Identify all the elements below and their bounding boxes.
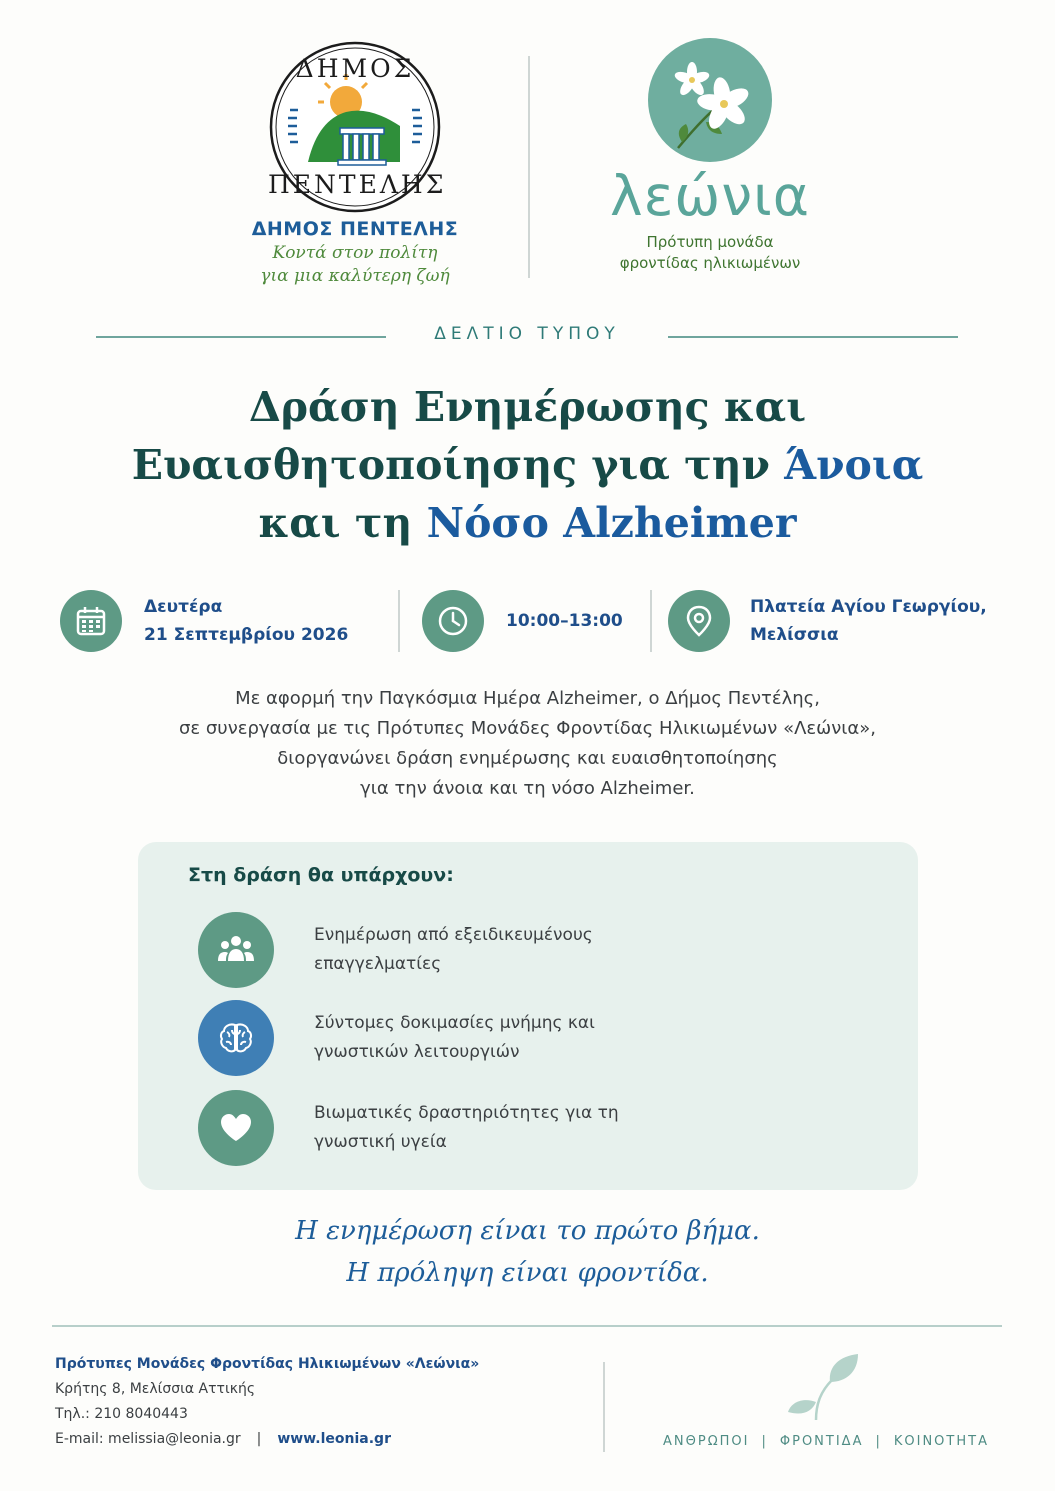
brand-name: λεώνια: [610, 164, 810, 228]
seal-top-text: ΔΗΜΟΣ: [295, 54, 415, 83]
leaf-icon: [782, 1350, 862, 1422]
leonia-logo: [580, 38, 840, 274]
event-date: [60, 590, 348, 652]
seal-bottom-text: ΠΕΝΤΕΛΗΣ: [268, 170, 447, 199]
title-line2-text: Ευαισθητοποίησης για την: [131, 441, 785, 489]
municipality-slogan: [205, 242, 505, 288]
value-care: ΦΡΟΝΤΙΔΑ: [779, 1434, 864, 1449]
activity-line2: γνωστικών λειτουργιών: [314, 1042, 520, 1062]
activity-line1: Σύντομες δοκιμασίες μνήμης και: [314, 1013, 595, 1033]
value-separator: |: [875, 1434, 882, 1449]
footer-values: [640, 1434, 1012, 1449]
flower-icon: [648, 38, 772, 162]
activity-item: [198, 1000, 674, 1076]
intro-line2: σε συνεργασία με τις Πρότυπες Μονάδες Φροντίδας Ηλικιωμένων «Λεώνια»,: [179, 718, 876, 739]
title-line3: [40, 494, 1015, 552]
municipality-logo: [205, 40, 505, 288]
location-pin-icon: [668, 590, 730, 652]
event-location-text: [750, 593, 987, 649]
closing-slogan: [60, 1210, 995, 1294]
press-release-label: ΔΕΛΤΙΟ ΤΥΠΟΥ: [434, 324, 620, 344]
title-line3-text: και τη: [258, 499, 427, 547]
value-community: ΚΟΙΝΟΤΗΤΑ: [893, 1434, 989, 1449]
brain-icon: [198, 1000, 274, 1076]
press-rule-left: [96, 336, 386, 338]
event-full-date: 21 Σεπτεμβρίου 2026: [144, 625, 349, 645]
activity-text: [314, 921, 674, 979]
value-people: ΑΝΘΡΩΠΟΙ: [663, 1434, 750, 1449]
heart-icon: [198, 1090, 274, 1166]
slogan-line1: Η ενημέρωση είναι το πρώτο βήμα.: [295, 1216, 760, 1246]
footer-contact: [55, 1352, 479, 1452]
info-separator: [650, 590, 652, 652]
intro-line4: για την άνοια και τη νόσο Alzheimer.: [360, 778, 695, 799]
title-line3-accent: Νόσο Alzheimer: [426, 499, 797, 547]
activity-line1: Ενημέρωση από εξειδικευμένους: [314, 925, 593, 945]
brand-tagline-line1: Πρότυπη μονάδα: [646, 233, 774, 251]
event-time: [422, 590, 623, 652]
activity-text: [314, 1009, 674, 1067]
activity-line2: επαγγελματίες: [314, 954, 442, 974]
activity-item: [198, 912, 674, 988]
title-line2: [40, 436, 1015, 494]
intro-line1: Με αφορμή την Παγκόσμια Ημέρα Alzheimer, ο Δήμος Πεντέλης,: [235, 688, 820, 709]
event-location-line2: Μελίσσια: [750, 625, 839, 645]
municipality-seal: [268, 40, 447, 214]
info-separator: [398, 590, 400, 652]
footer-phone: Τηλ.: 210 8040443: [55, 1406, 188, 1422]
footer-address: Κρήτης 8, Μελίσσια Αττικής: [55, 1381, 256, 1397]
footer-separator: |: [256, 1431, 262, 1447]
footer-rule: [52, 1325, 1002, 1327]
clock-icon: [422, 590, 484, 652]
value-separator: |: [761, 1434, 768, 1449]
brand-tagline: [580, 232, 840, 274]
slogan-line2: Η πρόληψη είναι φροντίδα.: [346, 1258, 709, 1288]
event-time-text: 10:00–13:00: [506, 611, 623, 631]
intro-line3: διοργανώνει δράση ενημέρωσης και ευαισθητοποίησης: [277, 748, 778, 769]
municipality-name: ΔΗΜΟΣ ΠΕΝΤΕΛΗΣ: [251, 218, 459, 240]
municipality-slogan-line1: Κοντά στον πολίτη: [272, 243, 438, 263]
activity-text: [314, 1099, 674, 1157]
header-divider: [528, 56, 530, 278]
title-line1: Δράση Ενημέρωσης και: [248, 383, 807, 431]
title-line2-accent: Άνοια: [784, 441, 924, 489]
footer-email-row: [55, 1427, 479, 1452]
activities-panel: [138, 842, 918, 1190]
event-day: Δευτέρα: [144, 597, 223, 617]
footer-divider: [603, 1362, 605, 1452]
press-rule-right: [668, 336, 958, 338]
page-title: [40, 378, 1015, 552]
event-location: [668, 590, 987, 652]
footer-org-name: Πρότυπες Μονάδες Φροντίδας Ηλικιωμένων «Λεώνια»: [55, 1356, 480, 1372]
intro-paragraph: [100, 684, 955, 804]
footer-email[interactable]: E-mail: melissia@leonia.gr: [55, 1431, 241, 1447]
people-icon: [198, 912, 274, 988]
activity-line1: Βιωματικές δραστηριότητες για τη: [314, 1103, 619, 1123]
brand-tagline-line2: φροντίδας ηλικιωμένων: [619, 254, 801, 272]
activity-item: [198, 1090, 674, 1166]
activity-line2: γνωστική υγεία: [314, 1132, 447, 1152]
municipality-slogan-line2: για μια καλύτερη ζωή: [260, 266, 450, 286]
event-location-line1: Πλατεία Αγίου Γεωργίου,: [750, 597, 987, 617]
event-date-text: [144, 593, 348, 649]
footer-website-link[interactable]: www.leonia.gr: [277, 1431, 391, 1447]
activities-heading: Στη δράση θα υπάρχουν:: [188, 864, 454, 886]
calendar-icon: [60, 590, 122, 652]
